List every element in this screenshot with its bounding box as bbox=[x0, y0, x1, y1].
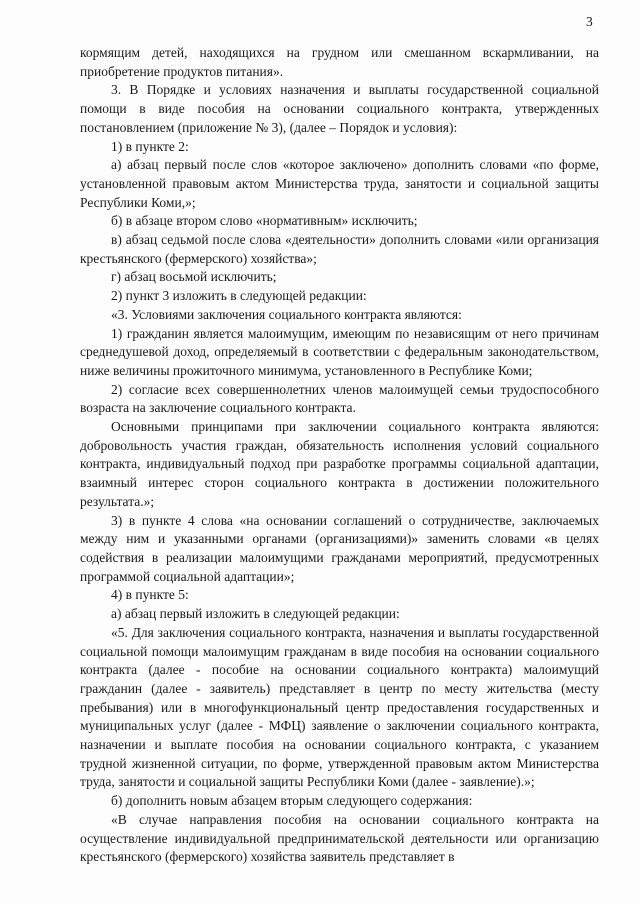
paragraph: 2) согласие всех совершеннолетних членов малоимущей семьи трудоспособного возраста на заключение социального контракта. bbox=[80, 381, 599, 416]
paragraph: «3. Условиями заключения социального контракта являются: bbox=[111, 306, 462, 322]
paragraph: 3. В Порядке и условиях назначения и выплаты государственной социальной помощи в виде пособия на основании социального контракта, утвержденных постановлением (приложение № 3), (далее – Порядок и условия): bbox=[80, 82, 599, 135]
paragraph: а) абзац первый изложить в следующей редакции: bbox=[111, 606, 400, 622]
paragraph: кормящим детей, находящихся на грудном или смешанном вскармливании, на приобретение продуктов питания». bbox=[80, 45, 599, 79]
paragraph: 4) в пункте 5: bbox=[111, 587, 189, 603]
page-number: 3 bbox=[586, 14, 593, 29]
paragraph: в) абзац седьмой после слова «деятельности» дополнить словами «или организация крестьянского (фермерского) хозяйства»; bbox=[80, 232, 599, 266]
paragraph: 2) пункт 3 изложить в следующей редакции: bbox=[111, 288, 367, 304]
paragraph: 3) в пункте 4 слова «на основании соглашений о сотрудничестве, заключаемых между ним и указанными органами (организациями)» заменить словами «в целях содействия в реализации малоимущими гражданами мероприятий, предусмотренных программой социальной адаптации»; bbox=[80, 512, 599, 584]
document-body bbox=[80, 44, 599, 867]
paragraph: 1) гражданин является малоимущим, имеющим по независящим от него причинам среднедушевой доход, определяемый в соответствии с федеральным законодательством, ниже величины прожиточного минимума, установленного в Республике Коми; bbox=[80, 325, 599, 378]
paragraph: «5. Для заключения социального контракта, назначения и выплаты государственной социальной помощи малоимущим гражданам в виде пособия на основании социального контракта (далее - пособие на основании социального контракта) малоимущий гражданин (далее - заявитель) представляет в центр по месту жительства (месту пребывания) или в многофункциональный центр предоставления государственных и муниципальных услуг (далее - МФЦ) заявление о заключении социального контракта, назначении и выплате пособия на основании социального контракта, с указанием трудной жизненной ситуации, по форме, утвержденной правовым актом Министерства труда, занятости и социальной защиты Республики Коми (далее - заявление).»; bbox=[80, 624, 599, 790]
paragraph: б) в абзаце втором слово «нормативным» исключить; bbox=[111, 213, 418, 229]
paragraph: «В случае направления пособия на основании социального контракта на осуществление индивидуальной предпринимательской деятельности или организацию крестьянского (фермерского) хозяйства заявитель представляет в bbox=[80, 811, 599, 865]
paragraph: г) абзац восьмой исключить; bbox=[111, 269, 277, 285]
paragraph: Основными принципами при заключении социального контракта являются: добровольность участия граждан, обязательность исполнения условий социального контракта, индивидуальный подход при разработке программы социальной адаптации, взаимный интерес сторон социального контракта в достижении положительного результата.»; bbox=[80, 419, 599, 509]
paragraph: а) абзац первый после слов «которое заключено» дополнить словами «по форме, установленной правовым актом Министерства труда, занятости и социальной защиты Республики Коми,»; bbox=[80, 157, 599, 210]
paragraph: 1) в пункте 2: bbox=[111, 138, 189, 154]
paragraph: б) дополнить новым абзацем вторым следующего содержания: bbox=[111, 793, 473, 809]
